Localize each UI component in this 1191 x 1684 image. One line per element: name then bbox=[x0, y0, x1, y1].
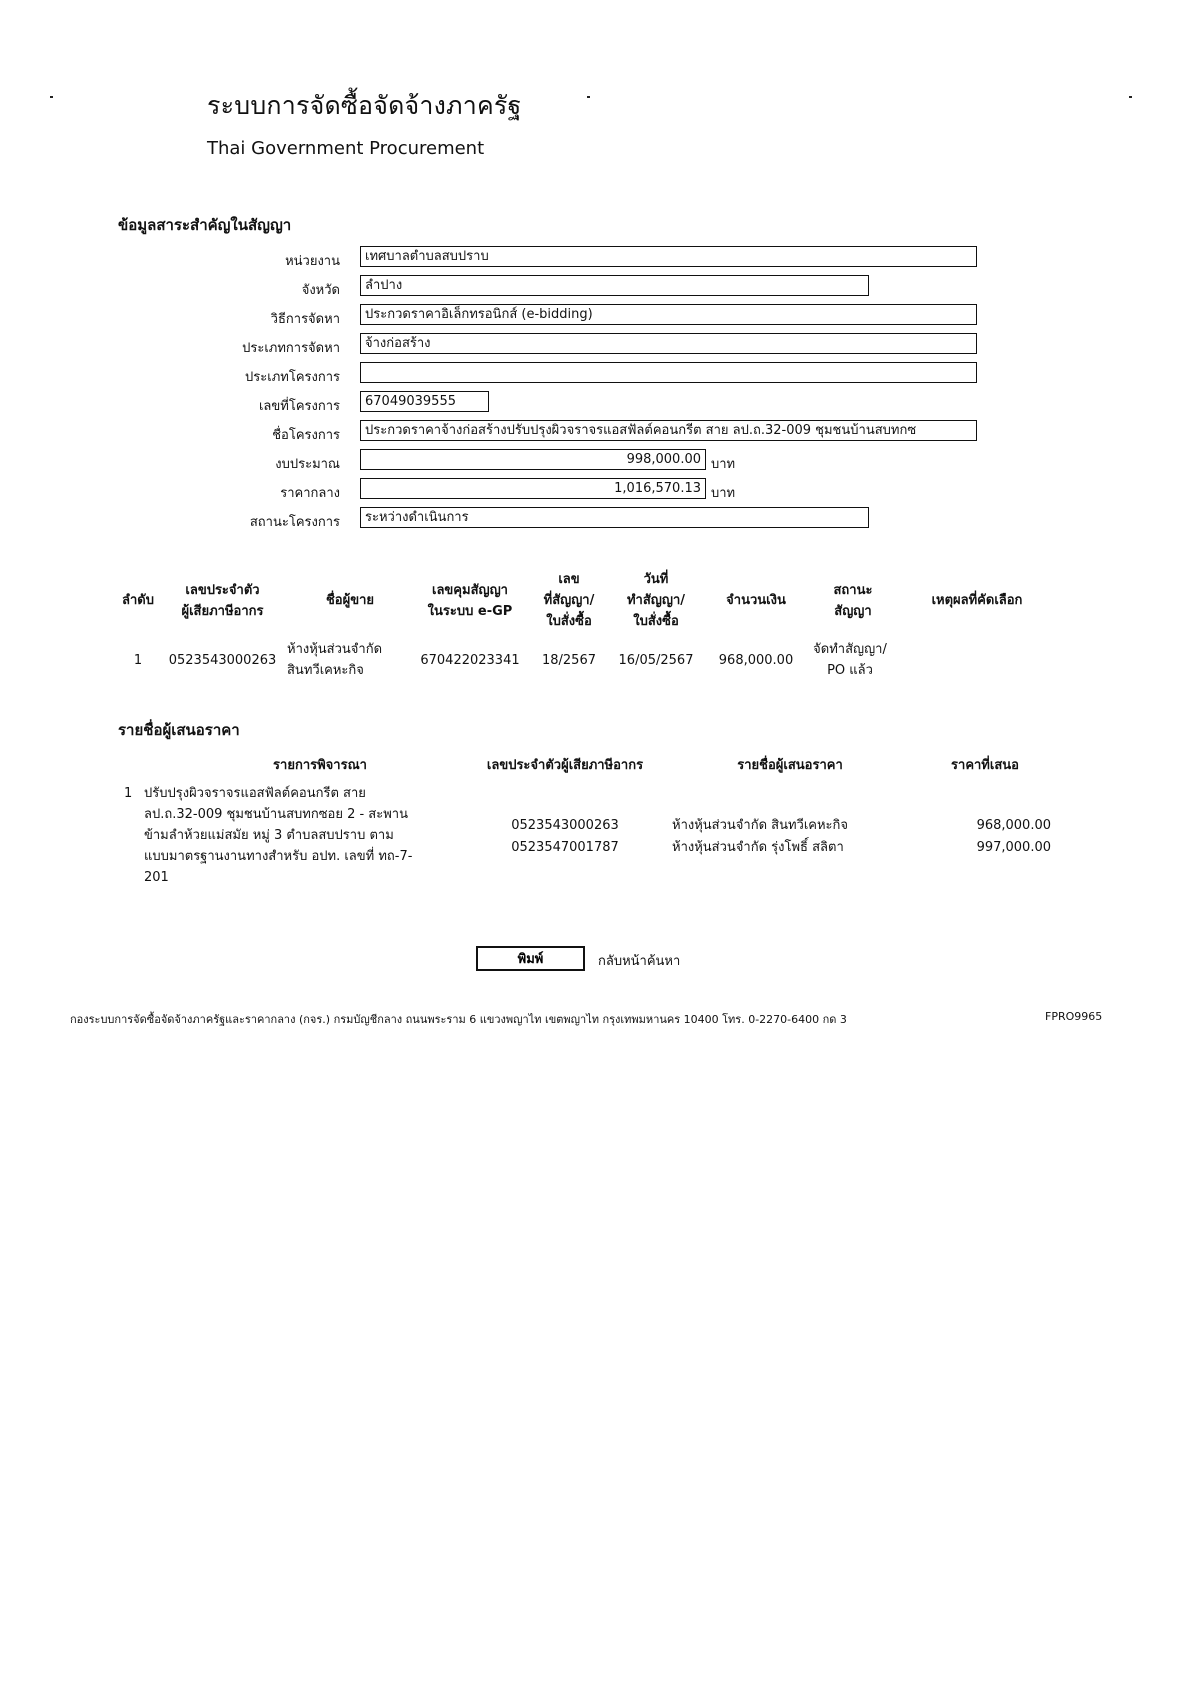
row-tax-id: 0523543000263 bbox=[168, 653, 277, 668]
project-name-field: ประกวดราคาจ้างก่อสร้างปรับปรุงผิวจราจรแอสฟัลต์คอนกรีต สาย ลป.ถ.32-009 ชุมชนบ้านสบทกซ bbox=[360, 420, 977, 441]
budget-field: 998,000.00 bbox=[360, 449, 706, 470]
bidder-price: 997,000.00 bbox=[976, 840, 1051, 855]
row-index: 1 bbox=[133, 653, 143, 668]
project-status-label: สถานะโครงการ bbox=[249, 515, 340, 530]
bid-header-price: ราคาที่เสนอ bbox=[951, 758, 1019, 773]
col-header-control-no: เลขคุมสัญญา ในระบบ e-GP bbox=[427, 583, 513, 619]
budget-label: งบประมาณ bbox=[275, 457, 340, 472]
site-title-english: Thai Government Procurement bbox=[207, 138, 485, 159]
col-header-reason: เหตุผลที่คัดเลือก bbox=[931, 593, 1023, 608]
project-no-field: 67049039555 bbox=[360, 391, 489, 412]
back-to-search-link[interactable]: กลับหน้าค้นหา bbox=[598, 954, 681, 969]
site-title-thai: ระบบการจัดซื้อจัดจ้างภาครัฐ bbox=[207, 91, 522, 120]
col-header-contract-no: เลข ที่สัญญา/ ใบสั่งซื้อ bbox=[543, 572, 595, 629]
procurement-type-label: ประเภทการจัดหา bbox=[242, 341, 340, 356]
bid-item-index: 1 bbox=[124, 786, 133, 801]
procurement-type-field: จ้างก่อสร้าง bbox=[360, 333, 977, 354]
bidder-name: ห้างหุ้นส่วนจำกัด รุ่งโพธิ์ สลิตา bbox=[672, 840, 844, 855]
method-label: วิธีการจัดหา bbox=[270, 312, 340, 327]
reference-price-field: 1,016,570.13 bbox=[360, 478, 706, 499]
row-amount: 968,000.00 bbox=[718, 653, 794, 668]
scan-speck bbox=[50, 96, 53, 98]
province-label: จังหวัด bbox=[301, 283, 340, 298]
footer-form-code: FPRO9965 bbox=[1045, 1010, 1103, 1023]
bidder-price: 968,000.00 bbox=[976, 818, 1051, 833]
budget-unit: บาท bbox=[711, 457, 736, 472]
col-header-seller: ชื่อผู้ขาย bbox=[325, 593, 375, 608]
project-no-label: เลขที่โครงการ bbox=[258, 399, 340, 414]
row-date: 16/05/2567 bbox=[618, 653, 694, 668]
bid-header-name: รายชื่อผู้เสนอราคา bbox=[737, 758, 843, 773]
province-field: ลำปาง bbox=[360, 275, 869, 296]
row-contract-status: จัดทำสัญญา/ PO แล้ว bbox=[813, 642, 887, 678]
row-contract-no: 18/2567 bbox=[541, 653, 596, 668]
bidders-title: รายชื่อผู้เสนอราคา bbox=[118, 721, 240, 739]
col-header-date: วันที่ ทำสัญญา/ ใบสั่งซื้อ bbox=[626, 572, 685, 629]
contract-info-title: ข้อมูลสาระสำคัญในสัญญา bbox=[118, 216, 292, 234]
row-seller: ห้างหุ้นส่วนจำกัด สินทวีเคหะกิจ bbox=[287, 642, 383, 678]
project-name-label: ชื่อโครงการ bbox=[272, 428, 340, 443]
col-header-index: ลำดับ bbox=[122, 593, 154, 608]
scan-speck bbox=[587, 96, 590, 98]
bidder-tax-id: 0523543000263 bbox=[511, 818, 619, 833]
reference-price-label: ราคากลาง bbox=[280, 486, 340, 501]
bid-header-tax-id: เลขประจำตัวผู้เสียภาษีอากร bbox=[486, 758, 644, 773]
method-field: ประกวดราคาอิเล็กทรอนิกส์ (e-bidding) bbox=[360, 304, 977, 325]
print-button[interactable]: พิมพ์ bbox=[476, 946, 585, 971]
agency-label: หน่วยงาน bbox=[285, 254, 340, 269]
agency-field: เทศบาลตำบลสบปราบ bbox=[360, 246, 977, 267]
reference-price-unit: บาท bbox=[711, 486, 736, 501]
scan-speck bbox=[1129, 96, 1132, 98]
col-header-contract-status: สถานะ สัญญา bbox=[833, 583, 873, 619]
project-status-field: ระหว่างดำเนินการ bbox=[360, 507, 869, 528]
col-header-tax-id: เลขประจำตัว ผู้เสียภาษีอากร bbox=[181, 583, 264, 619]
col-header-amount: จำนวนเงิน bbox=[726, 593, 786, 608]
project-type-field bbox=[360, 362, 977, 383]
bidder-name: ห้างหุ้นส่วนจำกัด สินทวีเคหะกิจ bbox=[672, 818, 849, 833]
footer-address: กองระบบการจัดซื้อจัดจ้างภาครัฐและราคากลาง (กจร.) กรมบัญชีกลาง ถนนพระราม 6 แขวงพญาไท เขตพญาไท กรุงเทพมหานคร 10400 โทร. 0-2270-6400 กด 3 bbox=[70, 1013, 847, 1026]
bidder-tax-id: 0523547001787 bbox=[511, 840, 619, 855]
bid-header-item: รายการพิจารณา bbox=[273, 758, 367, 773]
row-control-no: 670422023341 bbox=[420, 653, 520, 668]
bid-item-description: ปรับปรุงผิวจราจรแอสฟัลต์คอนกรีต สาย ลป.ถ.32-009 ชุมชนบ้านสบทกซอย 2 - สะพาน ข้ามลำห้วยแม่สมัย หมู่ 3 ตำบลสบปราบ ตาม แบบมาตรฐานงานทางสำหรับ อปท. เลขที่ ทถ-7- 201 bbox=[144, 786, 413, 885]
project-type-label: ประเภทโครงการ bbox=[245, 370, 340, 385]
